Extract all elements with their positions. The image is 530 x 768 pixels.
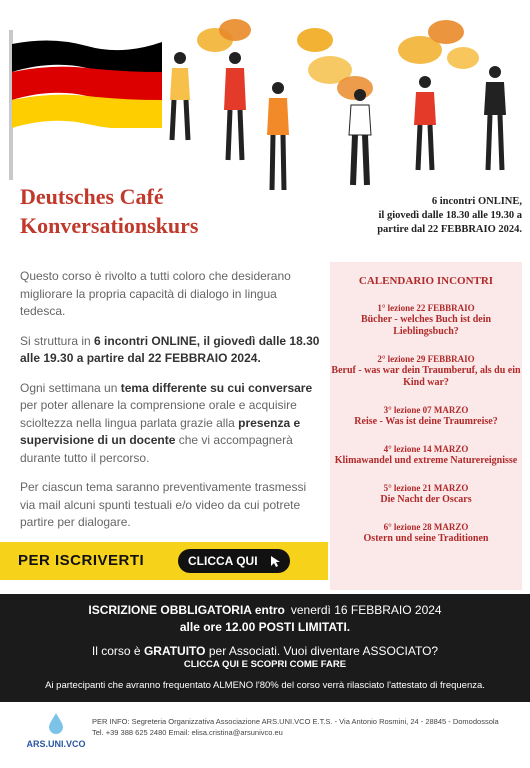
title-line-1: Deutsches Café <box>20 184 164 209</box>
lesson-topic: Ostern und seine Traditionen <box>363 533 489 544</box>
cursor-click-icon <box>268 554 282 568</box>
lesson-item <box>330 405 522 428</box>
register-button-label: CLICCA QUI <box>188 554 258 568</box>
time-limit-line: alle ore 12.00 POSTI LIMITATI. <box>179 620 351 634</box>
course-description <box>20 268 320 544</box>
register-button[interactable] <box>178 549 290 573</box>
lesson-date: 6° lezione 28 MARZO <box>383 522 469 532</box>
lesson-item <box>330 303 522 338</box>
hero-info-line-3: partire dal 22 FEBBRAIO 2024. <box>377 224 522 235</box>
calendar-panel <box>330 262 522 590</box>
lesson-date: 1° lezione 22 FEBBRAIO <box>377 303 475 313</box>
footer-contacts <box>92 716 499 738</box>
lesson-item <box>330 444 522 467</box>
footer-contact-line: Tel. +39 388 625 2480 Email: elisa.cristina@arsunivco.eu <box>92 728 283 737</box>
calendar-title: CALENDARIO INCONTRI <box>358 275 494 287</box>
lesson-topic: Klimawandel und extreme Naturereignisse <box>334 455 518 466</box>
lesson-topic: Bücher - welches Buch ist dein Lieblingsbuch? <box>360 314 492 337</box>
lesson-item <box>330 522 522 545</box>
lesson-topic: Beruf - was war dein Traumberuf, als du ein Kind war? <box>331 365 521 388</box>
german-flag-icon <box>12 38 162 128</box>
registration-bar <box>0 542 328 580</box>
lesson-date: 5° lezione 21 MARZO <box>383 483 469 493</box>
intro-paragraph: Questo corso è rivolto a tutti coloro che desiderano migliorare la propria capacità di dialogo in lingua tedesca. <box>20 269 291 318</box>
weekly-topic-paragraph: Ogni settimana un tema differente su cui conversare per poter allenare la comprensione orale e acquisire scioltezza nella lingua parlata grazie alla presenza e supervisione di un docente che vi accompagnerà durante tutto il percorso. <box>20 380 313 465</box>
hero-info-line-2: il giovedì dalle 18.30 alle 19.30 a <box>378 210 522 221</box>
logo-text: ARS.UNI.VCO <box>26 739 86 749</box>
lesson-topic: Reise - Was ist deine Traumreise? <box>354 416 498 427</box>
hero-schedule-info <box>322 195 522 237</box>
become-member-link[interactable]: CLICCA QUI E SCOPRI COME FARE <box>183 659 347 670</box>
registration-label: PER ISCRIVERTI <box>18 552 145 569</box>
hero-info-line-1: 6 incontri ONLINE, <box>431 196 522 207</box>
title-line-2: Konversationskurs <box>20 213 199 238</box>
lesson-topic: Die Nacht der Oscars <box>380 494 472 505</box>
lesson-date: 4° lezione 14 MARZO <box>383 444 469 454</box>
materials-paragraph: Per ciascun tema saranno preventivamente trasmessi via mail alcuni spunti testuali e/o video da cui potrete partire per dialogare. <box>20 480 307 529</box>
lesson-date: 3° lezione 07 MARZO <box>383 405 469 415</box>
deadline-line: ISCRIZIONE OBBLIGATORIA entro venerdì 16 FEBBRAIO 2024 <box>88 603 442 617</box>
people-conversation-illustration <box>160 10 530 190</box>
structure-paragraph: Si struttura in 6 incontri ONLINE, il giovedì dalle 18.30 alle 19.30 a partire dal 22 FEBBRAIO 2024. <box>20 333 320 365</box>
association-logo <box>26 712 86 749</box>
page-title <box>20 182 198 240</box>
lesson-date: 2° lezione 29 FEBBRAIO <box>377 354 475 364</box>
hero-banner <box>0 0 530 252</box>
footer-address: PER INFO: Segreteria Organizzativa Associazione ARS.UNI.VCO E.T.S. - Via Antonio Rosmini, 24 - 28845 - Domodossola <box>92 717 499 726</box>
certificate-note: Ai partecipanti che avranno frequentato ALMENO l'80% del corso verrà rilasciato l'attestato di frequenza. <box>45 680 485 691</box>
free-course-line: Il corso è GRATUITO per Associati. Vuoi diventare ASSOCIATO? <box>91 644 439 658</box>
lesson-item <box>330 354 522 389</box>
water-drop-icon <box>46 712 66 734</box>
lesson-item <box>330 483 522 506</box>
registration-notice <box>0 594 530 702</box>
